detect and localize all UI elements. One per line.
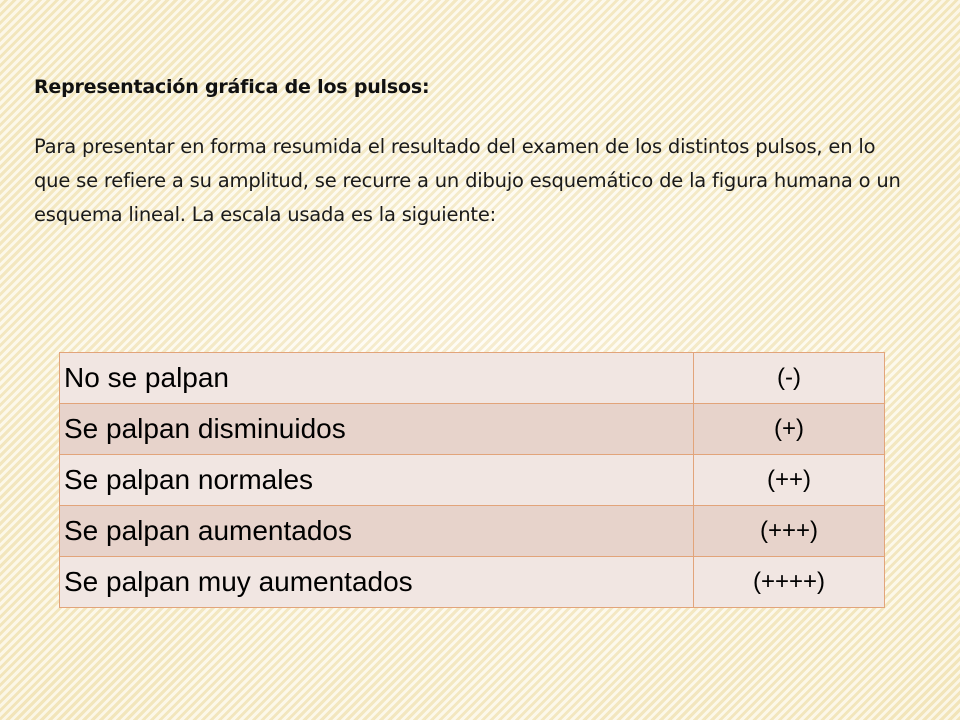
row-value: (++++) [694,557,885,608]
row-label: Se palpan normales [60,455,694,506]
table-row [60,404,885,455]
table-row [60,353,885,404]
row-value: (+++) [694,506,885,557]
row-label: Se palpan aumentados [60,506,694,557]
row-value: (-) [694,353,885,404]
row-value: (+) [694,404,885,455]
row-label: No se palpan [60,353,694,404]
row-value: (++) [694,455,885,506]
slide-heading: Representación gráfica de los pulsos: [34,76,430,98]
row-label: Se palpan muy aumentados [60,557,694,608]
table-row [60,557,885,608]
row-label: Se palpan disminuidos [60,404,694,455]
table-row [60,506,885,557]
table-row [60,455,885,506]
pulse-scale-table [59,352,885,608]
slide-paragraph: Para presentar en forma resumida el resultado del examen de los distintos pulsos, en lo que se refiere a su amplitud, se recurre a un dibujo esquemático de la figura humana o un esquema lineal. La escala usada es la siguiente: [34,135,901,226]
